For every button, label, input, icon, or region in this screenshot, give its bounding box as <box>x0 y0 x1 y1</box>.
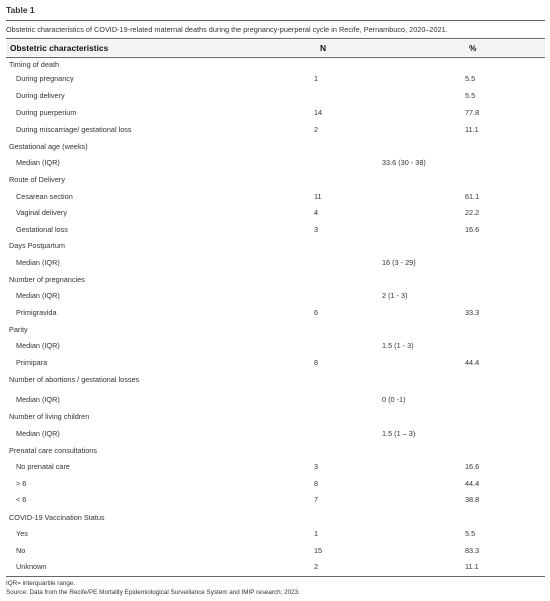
pct-cell: 83.3 <box>465 546 480 555</box>
median-cell: 1.5 (1 – 3) <box>382 429 416 438</box>
n-cell: 11 <box>314 192 322 201</box>
table-row <box>0 495 550 507</box>
table-row <box>0 562 550 574</box>
n-cell: 4 <box>314 208 319 217</box>
pct-cell: 44.4 <box>465 358 480 367</box>
row-label: > 6 <box>16 479 27 488</box>
pct-cell: 5.5 <box>465 529 476 538</box>
pct-cell: 77.8 <box>465 108 480 117</box>
pct-cell: 5.5 <box>465 91 476 100</box>
footnote-source: Source: Data from the Recife/PE Mortality Epidemiological Surveillance System and IMIP research; 2023. <box>6 589 300 596</box>
column-header-characteristic: Obstetric characteristics <box>10 43 109 53</box>
table-row <box>0 529 550 541</box>
median-cell: 1.5 (1 - 3) <box>382 341 414 350</box>
pct-cell: 38.8 <box>465 495 480 504</box>
table-row <box>0 125 550 137</box>
row-label: During pregnancy <box>16 74 74 83</box>
row-label: During miscarriage/ gestational loss <box>16 125 132 134</box>
table-row <box>0 108 550 120</box>
n-cell: 14 <box>314 108 323 117</box>
table-row <box>0 158 550 170</box>
row-label: During delivery <box>16 91 65 100</box>
section-row <box>0 375 550 387</box>
table-row <box>0 91 550 103</box>
pct-cell: 22.2 <box>465 208 480 217</box>
table-row <box>0 225 550 237</box>
row-label: < 6 <box>16 495 27 504</box>
row-label: Primigravida <box>16 308 57 317</box>
table-row <box>0 192 550 204</box>
table-row <box>0 308 550 320</box>
n-cell: 7 <box>314 495 319 504</box>
section-row <box>0 60 550 72</box>
pct-cell: 61.1 <box>465 192 480 201</box>
pct-cell: 11.1 <box>465 125 479 134</box>
table-row <box>0 546 550 558</box>
section-row <box>0 513 550 525</box>
n-cell: 1 <box>314 74 319 83</box>
section-label: Parity <box>9 325 28 334</box>
table-row <box>0 462 550 474</box>
table-row <box>0 74 550 86</box>
row-label: Median (IQR) <box>16 291 60 300</box>
table-row <box>0 208 550 220</box>
row-label: Median (IQR) <box>16 158 60 167</box>
row-label: No prenatal care <box>16 462 70 471</box>
section-label: COVID-19 Vaccination Status <box>9 513 105 522</box>
section-label: Prenatal care consultations <box>9 446 98 455</box>
row-label: During puerperium <box>16 108 77 117</box>
row-label: Cesarean section <box>16 192 73 201</box>
n-cell: 3 <box>314 462 319 471</box>
pct-cell: 16.6 <box>465 225 480 234</box>
n-cell: 2 <box>314 562 319 571</box>
pct-cell: 16.6 <box>465 462 480 471</box>
section-row <box>0 325 550 337</box>
section-label: Number of pregnancies <box>9 275 85 284</box>
n-cell: 8 <box>314 358 319 367</box>
table-row <box>0 479 550 491</box>
row-label: Primipara <box>16 358 48 367</box>
section-row <box>0 175 550 187</box>
section-label: Route of Delivery <box>9 175 65 184</box>
section-label: Days Postpartum <box>9 241 65 250</box>
section-row <box>0 142 550 154</box>
row-label: Median (IQR) <box>16 395 60 404</box>
section-row <box>0 275 550 287</box>
table-row <box>0 341 550 353</box>
column-header-pct: % <box>469 43 477 53</box>
row-label: No <box>16 546 26 555</box>
pct-cell: 44.4 <box>465 479 480 488</box>
median-cell: 0 (0 -1) <box>382 395 406 404</box>
median-cell: 33.6 (30 - 38) <box>382 158 426 167</box>
pct-cell: 11.1 <box>465 562 479 571</box>
median-cell: 2 (1 - 3) <box>382 291 408 300</box>
bottom-rule <box>6 576 545 577</box>
table-label: Table 1 <box>6 5 35 15</box>
table-row <box>0 258 550 270</box>
table-row <box>0 395 550 407</box>
row-label: Median (IQR) <box>16 341 60 350</box>
n-cell: 1 <box>314 529 319 538</box>
n-cell: 8 <box>314 479 319 488</box>
n-cell: 6 <box>314 308 319 317</box>
row-label: Median (IQR) <box>16 258 60 267</box>
n-cell: 2 <box>314 125 319 134</box>
n-cell: 3 <box>314 225 319 234</box>
pct-cell: 5.5 <box>465 74 476 83</box>
column-header-n: N <box>320 43 327 53</box>
table-row <box>0 429 550 441</box>
table-caption: Obstetric characteristics of COVID-19-related maternal deaths during the pregnancy-puerperal cycle in Recife, Pernambuco, 2020–2021. <box>6 25 448 34</box>
row-label: Median (IQR) <box>16 429 60 438</box>
row-label: Gestational loss <box>16 225 68 234</box>
section-label: Number of living children <box>9 412 90 421</box>
section-label: Timing of death <box>9 60 60 69</box>
row-label: Vaginal delivery <box>16 208 67 217</box>
row-label: Unknown <box>16 562 47 571</box>
table-row <box>0 291 550 303</box>
footnote-iqr: IQR= interquartile range. <box>6 580 76 587</box>
section-label: Gestational age (weeks) <box>9 142 88 151</box>
section-row <box>0 446 550 458</box>
section-row <box>0 412 550 424</box>
n-cell: 15 <box>314 546 323 555</box>
section-label: Number of abortions / gestational losses <box>9 375 140 384</box>
row-label: Yes <box>16 529 28 538</box>
table-row <box>0 358 550 370</box>
median-cell: 16 (3 - 29) <box>382 258 416 267</box>
pct-cell: 33.3 <box>465 308 480 317</box>
section-row <box>0 241 550 253</box>
